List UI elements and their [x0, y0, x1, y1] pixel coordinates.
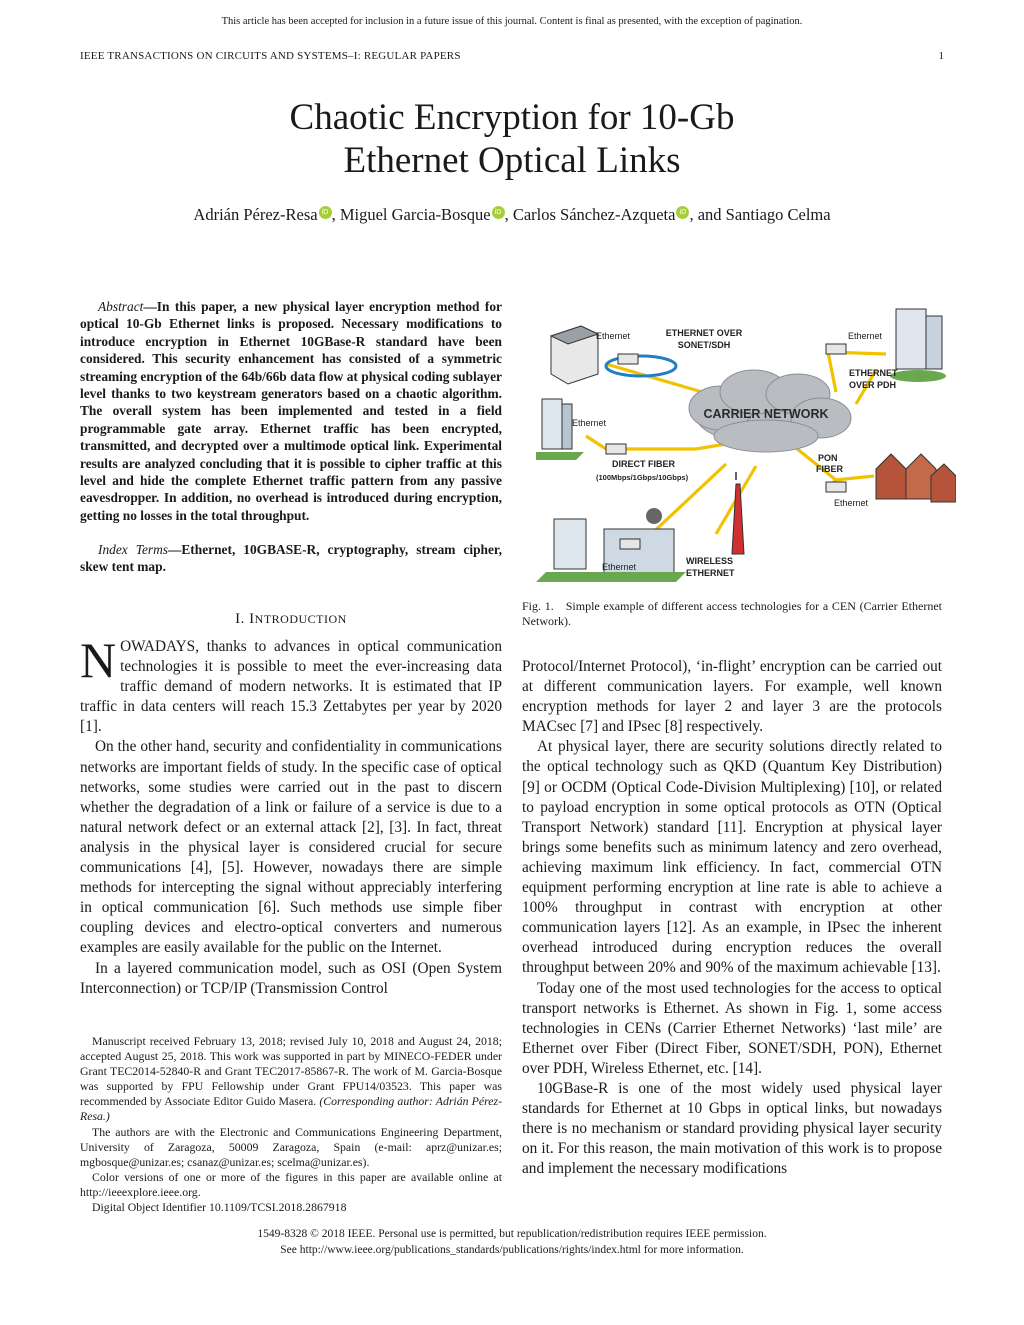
acceptance-note: This article has been accepted for inclusion in a future issue of this journal. Content is final as presented, with the exception of pagination. [221, 16, 803, 27]
copyright-line: 1549-8328 © 2018 IEEE. Personal use is permitted, but republication/redistribution requires IEEE permission. [257, 1228, 767, 1240]
office-tower-icon [536, 399, 584, 460]
paragraph: At physical layer, there are security solutions directly related to the optical technology such as QKD (Quantum Key Distribution) [9] or OCDM (Optical Code-Division Multiplexing) [10], or related to payload encryption in some optical protocols as OTN (Optical Transport Network) standard [11]. Encryption at physical layer brings some benefits such as minimum latency and zero overhead, achieving maximum link efficiency. In fact, commercial OTN equipment performing encryption at line rate is able to achieve a 100% throughput in contrast with encryption at other communication layers [12]. As an example, in IPsec the inherent overhead introduced during encryption reduces the overall throughput between 20% and 90% of the maximum achievable [13]. [522, 738, 942, 977]
section-heading: I. INTRODUCTION [235, 611, 347, 627]
figure-network-diagram [536, 304, 956, 594]
author-name: and Santiago Celma [697, 205, 831, 224]
author-list: Adrián Pérez-Resa iD , Miguel Garcia-Bosque iD , Carlos Sánchez-Azqueta iD , and Santiago Celma [193, 205, 831, 224]
title-line-2: Ethernet Optical Links [343, 140, 681, 181]
author-name: Adrián Pérez-Resa [193, 205, 318, 224]
media-converter-icon [618, 354, 638, 364]
datacenter-icon [890, 309, 946, 382]
orcid-icon[interactable]: iD [319, 206, 332, 219]
houses-icon [876, 454, 956, 502]
orcid-icon[interactable]: iD [492, 206, 505, 219]
author-name: Carlos Sánchez-Azqueta [512, 205, 676, 224]
network-diagram-svg [536, 304, 956, 594]
media-converter-icon [826, 344, 846, 354]
paragraph: 10GBase-R is one of the most widely used physical layer standards for Ethernet at 10 Gbps in optical links, but nowadays there is no mechanism or standard providing physical layer security on it. For this reason, the main motivation of this work is to propose and implement the necessary modifications [522, 1079, 942, 1178]
label-wireless: WIRELESS [686, 556, 734, 566]
footnote [80, 1034, 502, 1215]
label-ethernet: Ethernet [602, 562, 637, 572]
wireless-tower-icon [732, 472, 744, 554]
media-converter-icon [606, 444, 626, 454]
paper-title [0, 96, 1024, 182]
label-fiber: FIBER [816, 464, 843, 474]
label-over-pdh: OVER PDH [849, 380, 897, 390]
abstract-label: Abstract [98, 299, 144, 314]
paragraph: NOWADAYS, thanks to advances in optical communication technologies it is possible to meet the ever-increasing data traffic demand of modern networks. It is estimated that IP traffic in data centers will reach 15.3 Zettabytes per year by 2020 [1]. [80, 632, 502, 736]
label-pon: PON [818, 453, 838, 463]
label-direct-fiber: DIRECT FIBER [612, 459, 675, 469]
label-ethernet-over-pdh: ETHERNET [849, 368, 898, 378]
building-icon [551, 326, 598, 384]
index-terms-text: Ethernet, 10GBASE-R, cryptography, stream cipher, skew tent map. [80, 542, 502, 575]
orcid-icon[interactable]: iD [676, 206, 689, 219]
index-terms-label: Index Terms [98, 542, 168, 557]
footnote-affiliation: The authors are with the Electronic and Communications Engineering Department, University of Zaragoza, 50009 Zaragoza, Spain (e-mail: aprz@unizar.es; mgbosque@unizar.es; csanaz@unizar.es; scelma@unizar.es). [80, 1124, 502, 1169]
paragraph: On the other hand, security and confidentiality in communications networks are important fields of study. In the specific case of optical networks, some studies were carried out in the past to discern whether the degradation of a link or failure of a service is due to a natural network defect or an external attack [2], [3]. In fact, threat analysis in the physical layer is considered crucial for secure communications [4], [5]. However, nowadays there are simple methods for intercepting the signal without appreciably interfering in optical communication [6]. Such methods use simple fiber coupling devices and electro-optical converters and numerous examples are easily available for the public on the Internet. [80, 738, 502, 957]
fiber-link [586, 436, 696, 449]
running-header: IEEE TRANSACTIONS ON CIRCUITS AND SYSTEMS–I: REGULAR PAPERS [80, 50, 461, 62]
figure-caption: Fig. 1. Simple example of different access technologies for a CEN (Carrier Ethernet Network). [522, 599, 942, 628]
rights-link[interactable]: See http://www.ieee.org/publications_standards/publications/rights/index.html for more information. [280, 1244, 744, 1256]
right-column-body [522, 657, 942, 1179]
title-line-1: Chaotic Encryption for 10-Gb [289, 97, 735, 138]
footnote-color: Color versions of one or more of the figures in this paper are available online at http://ieeexplore.ieee.org. [80, 1169, 502, 1199]
media-converter-icon [620, 539, 640, 549]
footnote-manuscript: Manuscript received February 13, 2018; revised July 10, 2018 and August 24, 2018; accepted August 25, 2018. This work was supported in part by MINECO-FEDER under Grant TEC2014-52840-R and Grant TEC2017-85867-R. The work of M. Garcia-Bosque was supported by FPU Fellowship under Grant FPU14/03523. This paper was recommended by Associate Editor Guido Masera. (Corresponding author: Adrián Pérez-Resa.) [80, 1034, 503, 1124]
paragraph: Protocol/Internet Protocol), ‘in-flight’ encryption can be carried out at different communication layers. For example, well known encryption methods for layer 2 and layer 3 are the protocols MACsec [7] and IPsec [8] respectively. [522, 658, 942, 736]
paragraph: Today one of the most used technologies for the access to optical transport networks is Ethernet. As shown in Fig. 1, some access technologies in CENs (Carrier Ethernet Networks) ‘last mile’ are Ethernet over Fiber (Direct Fiber, SONET/SDH, PON), Ethernet over PDH, Wireless Ethernet, etc. [14]. [522, 979, 942, 1077]
footnote-doi: Digital Object Identifier 10.1109/TCSI.2018.2867918 [92, 1200, 347, 1215]
introduction-body [80, 632, 502, 999]
label-wireless-ethernet: ETHERNET [686, 568, 735, 578]
paragraph: In a layered communication model, such as OSI (Open System Interconnection) or TCP/IP (Transmission Control [80, 959, 502, 997]
drop-cap: N [80, 632, 117, 688]
label-fiber-rates: (100Mbps/1Gbps/10Gbps) [596, 473, 689, 482]
media-converter-icon [826, 482, 846, 492]
copyright-footer [0, 1226, 1024, 1258]
abstract-text: In this paper, a new physical layer encryption method for optical 10-Gb Ethernet links is proposed. Necessary modifications to introduce encryption in Ethernet 10GBase-R standard have been considered. This security enhancement has consisted of a symmetric streaming encryption of the 64b/66b data flow at physical coding sublayer level thanks to two keystream generators based on a chaotic algorithm. The overall system has been implemented and tested in a field programmable gate array. Ethernet traffic has been encrypted, transmitted, and decrypted over a multimode optical link. Experimental results are analyzed concluding that it is possible to cipher traffic at this level and hide the complete Ethernet traffic pattern from any passive eavesdropper. In addition, no overhead is introduced during encryption, getting no losses in the total throughput. [80, 299, 502, 523]
label-ethernet: Ethernet [834, 498, 869, 508]
author-name: Miguel Garcia-Bosque [339, 205, 491, 224]
page-number: 1 [938, 50, 944, 62]
carrier-network-label: CARRIER NETWORK [703, 407, 829, 421]
label-ethernet: Ethernet [848, 331, 883, 341]
label-ethernet: Ethernet [596, 331, 631, 341]
label-sonet-sdh: SONET/SDH [677, 340, 731, 350]
label-ethernet-over-sonet: ETHERNET OVER [665, 328, 743, 338]
abstract: Abstract—In this paper, a new physical layer encryption method for optical 10-Gb Ethernet links is proposed. Necessary modifications to introduce encryption in Ethernet 10GBase-R standard have been considered. This security enhancement has consisted of a symmetric streaming encryption of the 64b/66b data flow at physical coding sublayer level thanks to two keystream generators based on a chaotic algorithm. The overall system has been implemented and tested in a field programmable gate array. Ethernet traffic has been encrypted, transmitted, and decrypted over a multimode optical link. Experimental results are analyzed concluding that it is possible to cipher traffic at this level and hide the complete Ethernet traffic pattern from any passive eavesdropper. In addition, no overhead is introduced during encryption, getting no losses in the total throughput. [80, 299, 502, 523]
label-ethernet: Ethernet [572, 418, 607, 428]
index-terms: Index Terms—Ethernet, 10GBASE-R, cryptography, stream cipher, skew tent map. [80, 542, 502, 575]
